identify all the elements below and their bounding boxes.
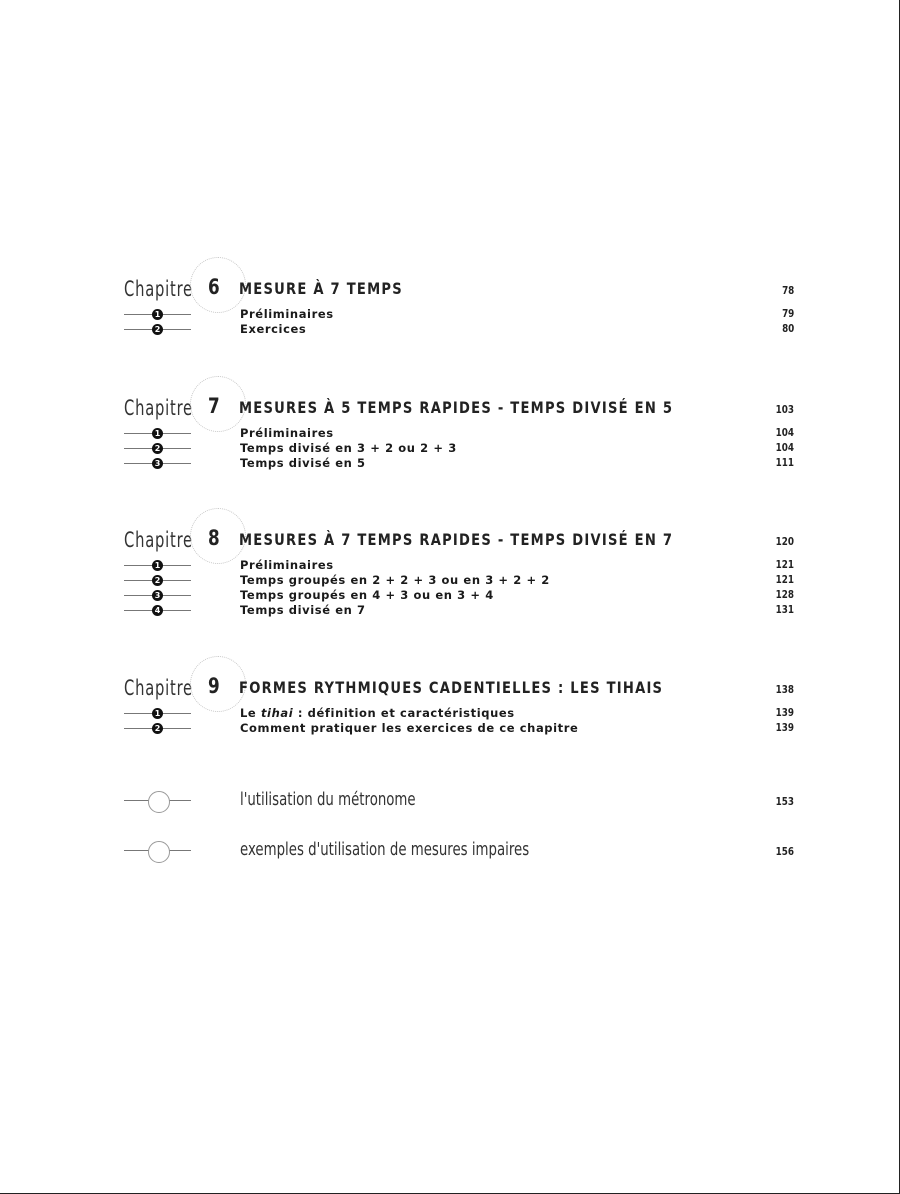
chapter-7 — [124, 382, 794, 471]
chapter-title: FORMES RYTHMIQUES CADENTIELLES : LES TIHAIS — [239, 678, 664, 697]
section-number-bullet: 2 — [152, 575, 163, 586]
chapter-number: 8 — [208, 526, 220, 550]
annex-entry-metronome — [124, 785, 794, 815]
annex-circle-icon — [148, 841, 170, 863]
annex-circle-icon — [148, 791, 170, 813]
chapter-title: MESURES À 5 TEMPS RAPIDES - TEMPS DIVISÉ EN 5 — [239, 398, 674, 417]
section-label: Préliminaires — [240, 558, 334, 572]
chapter-9 — [124, 662, 794, 736]
section-entry — [124, 603, 794, 618]
section-number-bullet: 3 — [152, 458, 163, 469]
section-number-bullet: 4 — [152, 605, 163, 616]
annex-page: 156 — [775, 845, 794, 858]
section-label: Préliminaires — [240, 426, 334, 440]
annex-label: l'utilisation du métronome — [240, 789, 416, 810]
chapter-word: Chapitre — [124, 396, 193, 420]
section-label: Temps groupés en 4 + 3 ou en 3 + 4 — [240, 588, 494, 602]
section-page: 111 — [775, 456, 794, 469]
section-entry — [124, 721, 794, 736]
chapter-title: MESURES À 7 TEMPS RAPIDES - TEMPS DIVISÉ EN 7 — [239, 530, 674, 549]
section-page: 139 — [775, 721, 794, 734]
section-label: Comment pratiquer les exercices de ce chapitre — [240, 721, 579, 735]
chapter-6 — [124, 263, 794, 337]
section-number-bullet: 1 — [152, 560, 163, 571]
section-number-bullet: 1 — [152, 708, 163, 719]
chapter-number: 7 — [208, 394, 220, 418]
section-entry — [124, 573, 794, 588]
section-entry — [124, 706, 794, 721]
section-number-bullet: 2 — [152, 723, 163, 734]
section-list — [124, 426, 794, 471]
chapter-word: Chapitre — [124, 676, 193, 700]
section-page: 139 — [775, 706, 794, 719]
section-page: 80 — [781, 322, 794, 335]
section-number-bullet: 1 — [152, 428, 163, 439]
chapter-page: 103 — [775, 403, 794, 416]
section-entry — [124, 307, 794, 322]
chapter-heading — [124, 263, 794, 307]
section-label: Temps groupés en 2 + 2 + 3 ou en 3 + 2 + 2 — [240, 573, 550, 587]
section-label-prefix: Le — [240, 706, 261, 720]
chapter-page: 138 — [775, 683, 794, 696]
section-page: 131 — [775, 603, 794, 616]
chapter-number: 9 — [208, 674, 220, 698]
chapter-word: Chapitre — [124, 277, 193, 301]
section-label: Temps divisé en 3 + 2 ou 2 + 3 — [240, 441, 457, 455]
section-entry — [124, 588, 794, 603]
section-label: Temps divisé en 5 — [240, 456, 366, 470]
section-page: 121 — [775, 558, 794, 571]
section-list — [124, 558, 794, 618]
section-number-bullet: 3 — [152, 590, 163, 601]
section-number-bullet: 2 — [152, 443, 163, 454]
annex-label: exemples d'utilisation de mesures impaires — [240, 839, 530, 860]
section-label: Temps divisé en 7 — [240, 603, 366, 617]
section-page: 128 — [775, 588, 794, 601]
chapter-heading — [124, 662, 794, 706]
section-page: 121 — [775, 573, 794, 586]
section-entry — [124, 558, 794, 573]
section-list — [124, 706, 794, 736]
section-number-bullet: 1 — [152, 309, 163, 320]
chapter-page: 120 — [775, 535, 794, 548]
section-entry — [124, 322, 794, 337]
section-page: 104 — [775, 426, 794, 439]
annex-page: 153 — [775, 795, 794, 808]
chapter-heading — [124, 514, 794, 558]
section-number-bullet: 2 — [152, 324, 163, 335]
section-label — [240, 706, 515, 720]
annex-entry-examples — [124, 835, 794, 865]
section-list — [124, 307, 794, 337]
section-entry — [124, 456, 794, 471]
section-label: Exercices — [240, 322, 307, 336]
chapter-title: MESURE À 7 TEMPS — [239, 279, 403, 298]
section-entry — [124, 426, 794, 441]
chapter-word: Chapitre — [124, 528, 193, 552]
section-page: 104 — [775, 441, 794, 454]
section-label-italic: tihai — [260, 706, 294, 720]
section-label-suffix: : définition et caractéristiques — [293, 706, 515, 720]
section-label: Préliminaires — [240, 307, 334, 321]
chapter-8 — [124, 514, 794, 618]
section-entry — [124, 441, 794, 456]
chapter-number: 6 — [208, 275, 220, 299]
chapter-heading — [124, 382, 794, 426]
section-page: 79 — [781, 307, 794, 320]
chapter-page: 78 — [781, 284, 794, 297]
